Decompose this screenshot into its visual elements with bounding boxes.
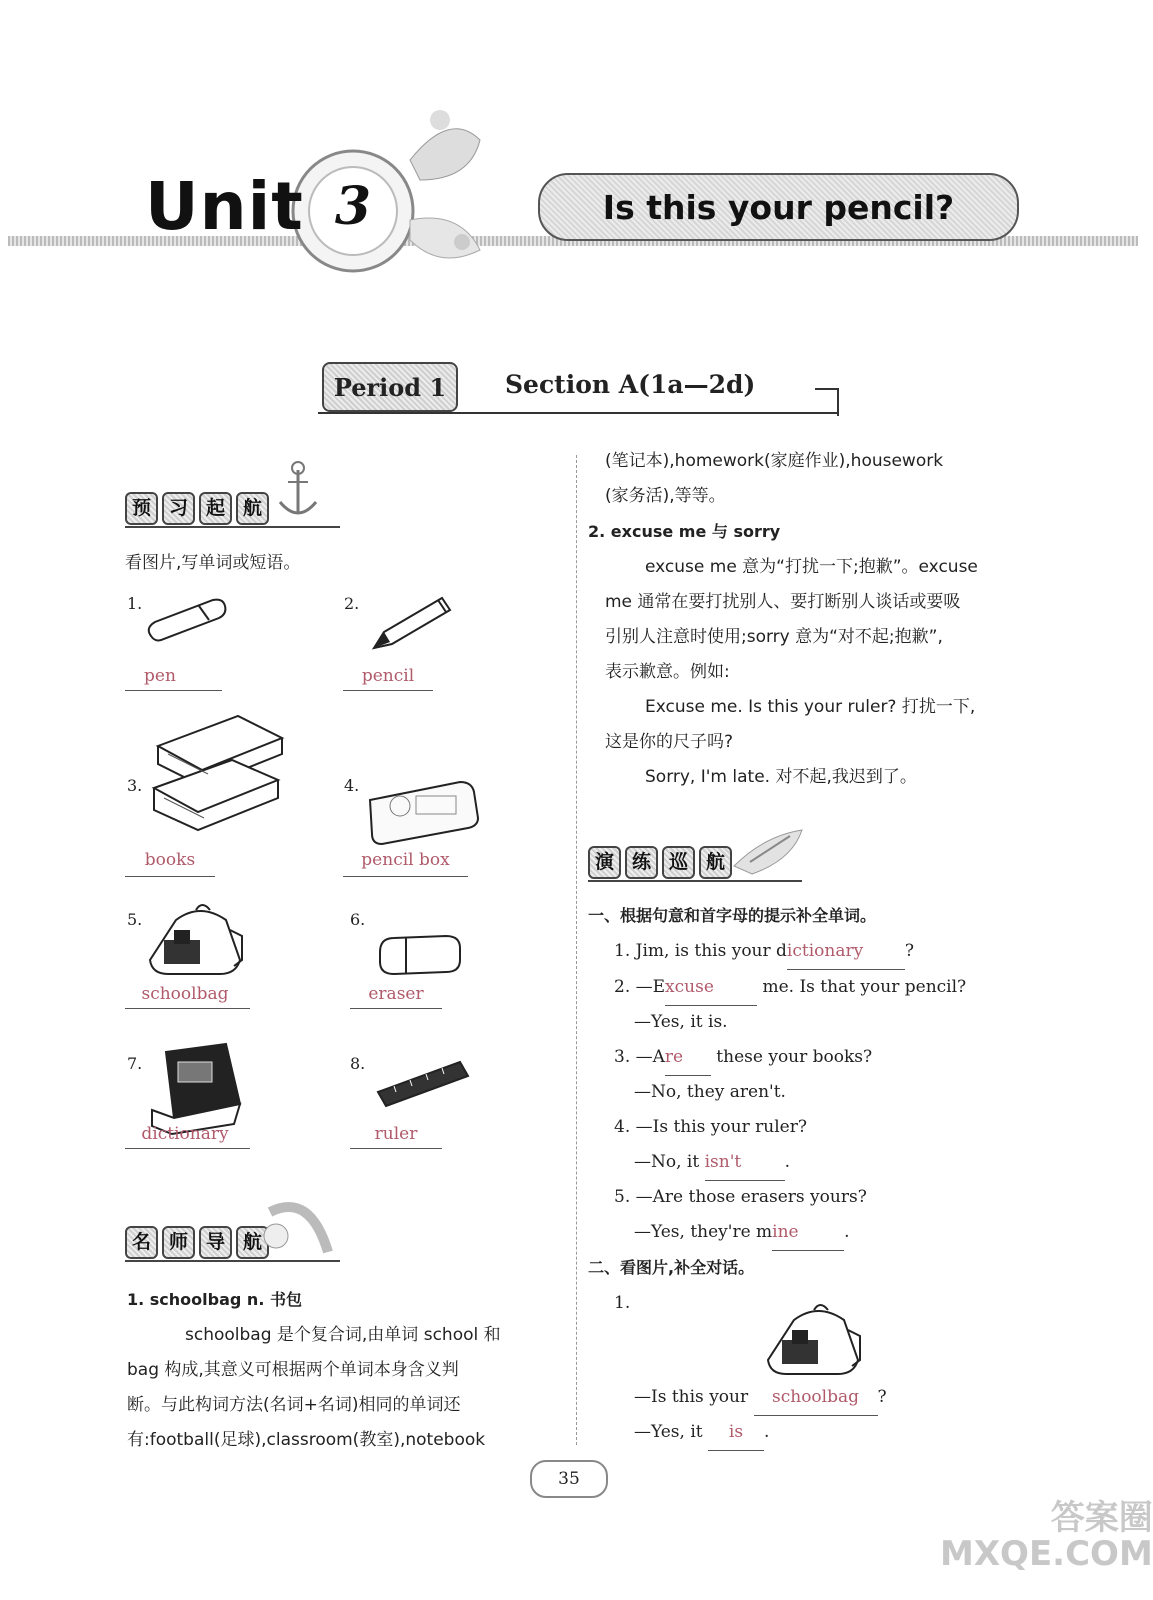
guide-line: (家务活),等等。 bbox=[605, 486, 726, 506]
question-text: ? bbox=[877, 1387, 887, 1407]
watermark bbox=[940, 1500, 1153, 1572]
heading-rule bbox=[125, 526, 340, 528]
question-3-reply: —No, they aren't. bbox=[634, 1082, 786, 1102]
answer-text: schoolbag bbox=[141, 984, 229, 1004]
pencil-box-icon bbox=[364, 776, 482, 846]
guide-line: 这是你的尺子吗? bbox=[605, 732, 734, 752]
practice-heading bbox=[588, 846, 732, 879]
guide-heading-char: 师 bbox=[162, 1226, 195, 1259]
question-4-reply bbox=[634, 1145, 790, 1181]
answer-text: ruler bbox=[374, 1124, 418, 1144]
answer-line bbox=[125, 690, 222, 691]
preview-heading-char: 航 bbox=[236, 492, 269, 525]
question-3 bbox=[614, 1040, 872, 1076]
item-number: 1. bbox=[127, 594, 143, 613]
guide-heading-char: 航 bbox=[236, 1226, 269, 1259]
pencil-icon bbox=[368, 596, 458, 652]
answer-text: pencil bbox=[361, 666, 415, 686]
question-1 bbox=[614, 934, 914, 970]
unit-word: Unit bbox=[145, 168, 304, 245]
pen-icon bbox=[143, 596, 233, 644]
section-corner bbox=[815, 388, 839, 416]
guide-line: excuse me 意为“打扰一下;抱歉”。excuse bbox=[645, 557, 978, 577]
practice-heading-char: 航 bbox=[699, 846, 732, 879]
period-label: Period 1 bbox=[322, 362, 458, 412]
question-text: . bbox=[784, 1152, 790, 1172]
question-text: . bbox=[844, 1222, 850, 1242]
guide-heading-char: 名 bbox=[125, 1226, 158, 1259]
books-icon bbox=[148, 706, 288, 836]
guide-line: schoolbag 是个复合词,由单词 school 和 bbox=[185, 1325, 501, 1345]
answer-text: books bbox=[144, 850, 196, 870]
guide-point1-title: 1. schoolbag n. 书包 bbox=[127, 1290, 302, 1309]
answer-blank[interactable]: is bbox=[708, 1415, 764, 1451]
practice-heading-char: 演 bbox=[588, 846, 621, 879]
answer-text: pencil box bbox=[361, 850, 450, 870]
question-4: 4. —Is this your ruler? bbox=[614, 1117, 807, 1137]
heading-rule bbox=[125, 1260, 340, 1262]
dictionary-icon bbox=[146, 1040, 246, 1130]
item-number: 5. bbox=[127, 910, 143, 929]
practice-part1-title: 一、根据句意和首字母的提示补全单词。 bbox=[588, 906, 877, 925]
preview-heading-char: 起 bbox=[199, 492, 232, 525]
question-text: 2. —E bbox=[614, 977, 666, 997]
guide-line: 表示歉意。例如: bbox=[605, 662, 730, 682]
answer-line bbox=[125, 1148, 250, 1149]
section-underline bbox=[318, 412, 838, 414]
guide-heading-char: 导 bbox=[199, 1226, 232, 1259]
guide-point1-body bbox=[127, 1318, 559, 1458]
question-text: —Yes, they're m bbox=[634, 1222, 773, 1242]
dialogue-line-1 bbox=[634, 1380, 887, 1416]
compass-icon bbox=[262, 1192, 342, 1262]
anchor-icon bbox=[270, 458, 350, 528]
guide-line: (笔记本),homework(家庭作业),housework bbox=[605, 451, 944, 471]
dialogue-line-2 bbox=[634, 1415, 769, 1451]
question-5: 5. —Are those erasers yours? bbox=[614, 1187, 867, 1207]
unit-title: Is this your pencil? bbox=[538, 173, 1019, 241]
eraser-icon bbox=[372, 932, 464, 980]
practice-heading-char: 练 bbox=[625, 846, 658, 879]
practice-heading-char: 巡 bbox=[662, 846, 695, 879]
item-number: 1. bbox=[614, 1293, 631, 1313]
preview-heading bbox=[125, 492, 269, 525]
guide-line: 引别人注意时使用;sorry 意为“对不起;抱歉”, bbox=[605, 627, 943, 647]
answer-line bbox=[343, 690, 433, 691]
schoolbag-icon bbox=[764, 1300, 874, 1380]
answer-line bbox=[343, 876, 468, 877]
ruler-icon bbox=[374, 1056, 470, 1116]
item-number: 3. bbox=[127, 776, 143, 795]
watermark-line: MXQE.COM bbox=[940, 1534, 1153, 1574]
answer-blank[interactable]: re bbox=[665, 1040, 711, 1076]
answer-line bbox=[125, 1008, 250, 1009]
answer-blank[interactable]: ictionary bbox=[787, 934, 905, 970]
guide-line: me 通常在要打扰别人、要打断别人谈话或要吸 bbox=[605, 592, 961, 612]
guide-line: Sorry, I'm late. 对不起,我迟到了。 bbox=[645, 767, 917, 787]
question-5-reply bbox=[634, 1215, 850, 1251]
answer-blank[interactable]: xcuse bbox=[665, 970, 757, 1006]
guide-line: bag 构成,其意义可根据两个单词本身含义判 bbox=[127, 1360, 459, 1380]
answer-blank[interactable]: schoolbag bbox=[754, 1380, 878, 1416]
guide-point2-body bbox=[605, 550, 1025, 795]
question-text: . bbox=[764, 1422, 770, 1442]
question-text: these your books? bbox=[710, 1047, 873, 1067]
item-number: 2. bbox=[344, 594, 360, 613]
answer-blank[interactable]: ine bbox=[772, 1215, 844, 1251]
heading-rule bbox=[588, 880, 802, 882]
preview-instruction: 看图片,写单词或短语。 bbox=[125, 553, 301, 573]
question-text: 1. Jim, is this your d bbox=[614, 941, 787, 961]
answer-line bbox=[350, 1148, 442, 1149]
question-text: 3. —A bbox=[614, 1047, 665, 1067]
answer-line bbox=[350, 1008, 442, 1009]
practice-part2-title: 二、看图片,补全对话。 bbox=[588, 1258, 755, 1277]
answer-text: dictionary bbox=[141, 1124, 229, 1144]
item-number: 6. bbox=[350, 910, 366, 929]
question-text: —Yes, it bbox=[634, 1422, 709, 1442]
item-number: 7. bbox=[127, 1054, 143, 1073]
unit-number: 3 bbox=[334, 176, 372, 237]
column-divider bbox=[576, 455, 577, 1445]
question-text: —No, it bbox=[634, 1152, 705, 1172]
item-number: 8. bbox=[350, 1054, 366, 1073]
answer-text: eraser bbox=[368, 984, 424, 1004]
guide-line: 有:football(足球),classroom(教室),notebook bbox=[127, 1430, 486, 1450]
question-text: —Is this your bbox=[634, 1387, 754, 1407]
section-title: Section A(1a—2d) bbox=[505, 370, 756, 399]
question-text: ? bbox=[904, 941, 915, 961]
answer-line bbox=[125, 876, 215, 877]
page-number: 35 bbox=[530, 1460, 608, 1498]
guide-line: Excuse me. Is this your ruler? 打扰一下, bbox=[645, 697, 976, 717]
question-2-reply: —Yes, it is. bbox=[634, 1012, 728, 1032]
ship-icon bbox=[730, 826, 810, 882]
watermark-line: 答案圈 bbox=[1050, 1498, 1153, 1538]
item-number: 4. bbox=[344, 776, 360, 795]
preview-heading-char: 预 bbox=[125, 492, 158, 525]
answer-blank[interactable]: isn't bbox=[705, 1145, 785, 1181]
preview-heading-char: 习 bbox=[162, 492, 195, 525]
guide-point2-title: 2. excuse me 与 sorry bbox=[588, 522, 781, 541]
question-text: me. Is that your pencil? bbox=[757, 977, 967, 997]
question-2 bbox=[614, 970, 966, 1006]
guide-point1-continued bbox=[605, 444, 1025, 514]
schoolbag-icon bbox=[146, 900, 256, 980]
guide-heading bbox=[125, 1226, 269, 1259]
answer-text: pen bbox=[144, 666, 176, 686]
guide-line: 断。与此构词方法(名词+名词)相同的单词还 bbox=[127, 1395, 461, 1415]
